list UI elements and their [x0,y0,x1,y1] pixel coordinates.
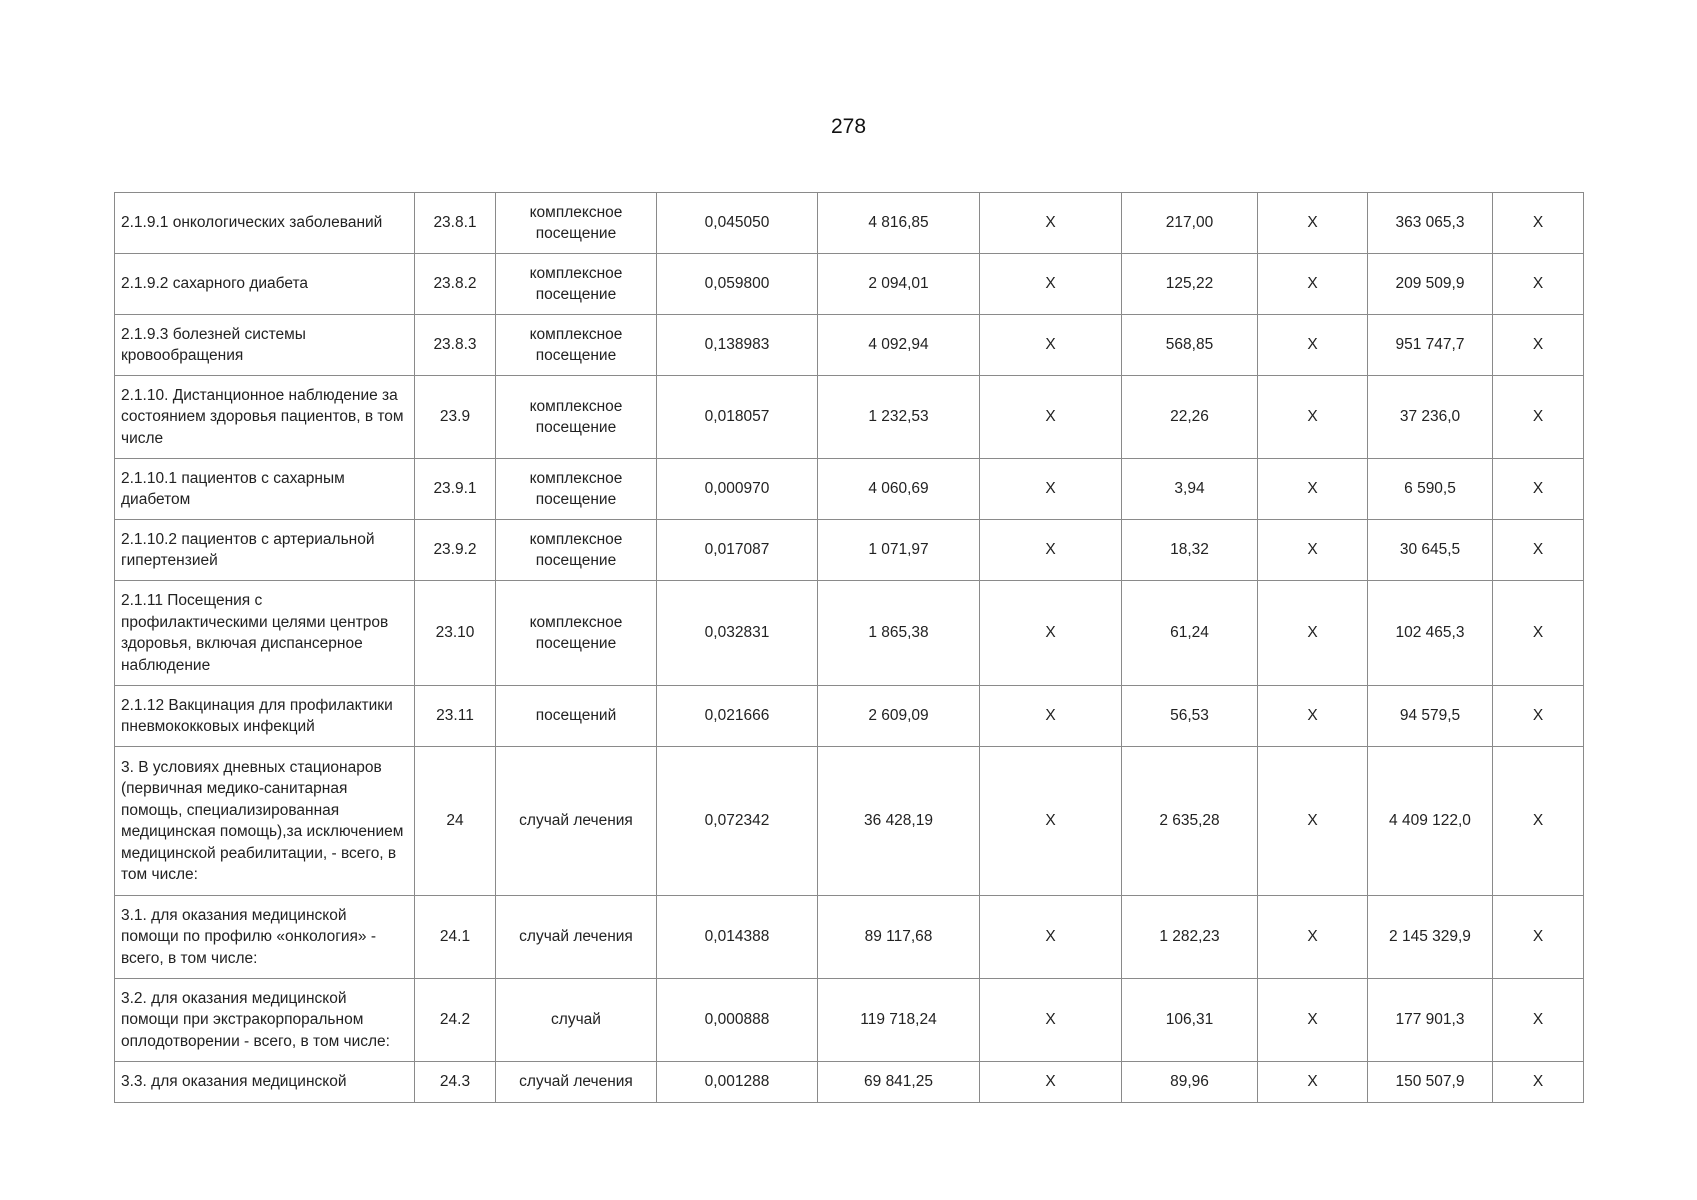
row-cost-cell: 1 071,97 [818,520,980,581]
row-volume-cell: 0,138983 [657,315,818,376]
row-unit-cell: случай лечения [496,747,657,896]
row-col9-cell: 102 465,3 [1368,581,1493,686]
row-col8-cell: Х [1258,581,1368,686]
row-col8-cell: Х [1258,520,1368,581]
row-name-cell: 2.1.9.2 сахарного диабета [115,254,415,315]
row-name-cell: 2.1.9.1 онкологических заболеваний [115,193,415,254]
row-volume-cell: 0,072342 [657,747,818,896]
row-code-cell: 23.9.1 [415,459,496,520]
row-volume-cell: 0,059800 [657,254,818,315]
page-number: 278 [830,115,867,138]
table-row [115,896,1584,979]
row-col10-cell: Х [1493,459,1584,520]
row-col6-cell: Х [980,315,1122,376]
row-code-cell: 23.9 [415,376,496,459]
row-col10-cell: Х [1493,686,1584,747]
row-name-cell: 2.1.9.3 болезней системы кровообращения [115,315,415,376]
row-col6-cell: Х [980,747,1122,896]
table-row [115,747,1584,896]
row-col7-cell: 89,96 [1122,1062,1258,1103]
table-row [115,315,1584,376]
row-col9-cell: 951 747,7 [1368,315,1493,376]
row-name-cell: 2.1.11 Посещения с профилактическими целями центров здоровья, включая диспансерное наблюдение [115,581,415,686]
row-col9-cell: 177 901,3 [1368,979,1493,1062]
row-col6-cell: Х [980,459,1122,520]
table-row [115,581,1584,686]
row-col10-cell: Х [1493,1062,1584,1103]
row-unit-cell: комплексное посещение [496,315,657,376]
row-col6-cell: Х [980,896,1122,979]
row-cost-cell: 1 865,38 [818,581,980,686]
row-code-cell: 23.8.2 [415,254,496,315]
table-row [115,1062,1584,1103]
row-cost-cell: 89 117,68 [818,896,980,979]
row-name-cell: 2.1.10.1 пациентов с сахарным диабетом [115,459,415,520]
row-col10-cell: Х [1493,979,1584,1062]
row-unit-cell: комплексное посещение [496,254,657,315]
table-row [115,520,1584,581]
row-cost-cell: 2 094,01 [818,254,980,315]
row-name-cell: 3.2. для оказания медицинской помощи при экстракорпоральном оплодотворении - всего, в том числе: [115,979,415,1062]
row-code-cell: 23.8.1 [415,193,496,254]
row-cost-cell: 36 428,19 [818,747,980,896]
row-code-cell: 24.2 [415,979,496,1062]
table-row [115,376,1584,459]
row-col9-cell: 2 145 329,9 [1368,896,1493,979]
row-col8-cell: Х [1258,896,1368,979]
row-cost-cell: 4 092,94 [818,315,980,376]
row-col10-cell: Х [1493,193,1584,254]
row-col7-cell: 1 282,23 [1122,896,1258,979]
row-code-cell: 23.8.3 [415,315,496,376]
row-col7-cell: 22,26 [1122,376,1258,459]
row-volume-cell: 0,001288 [657,1062,818,1103]
row-col8-cell: Х [1258,315,1368,376]
row-col10-cell: Х [1493,254,1584,315]
row-col9-cell: 6 590,5 [1368,459,1493,520]
table-row [115,686,1584,747]
row-col10-cell: Х [1493,747,1584,896]
row-col10-cell: Х [1493,315,1584,376]
row-unit-cell: случай лечения [496,1062,657,1103]
row-cost-cell: 4 816,85 [818,193,980,254]
row-col10-cell: Х [1493,520,1584,581]
row-col7-cell: 3,94 [1122,459,1258,520]
row-name-cell: 2.1.10. Дистанционное наблюдение за состоянием здоровья пациентов, в том числе [115,376,415,459]
table-row [115,254,1584,315]
row-unit-cell: комплексное посещение [496,193,657,254]
row-unit-cell: комплексное посещение [496,520,657,581]
row-col7-cell: 56,53 [1122,686,1258,747]
row-cost-cell: 4 060,69 [818,459,980,520]
row-col6-cell: Х [980,520,1122,581]
row-code-cell: 23.9.2 [415,520,496,581]
row-col7-cell: 568,85 [1122,315,1258,376]
row-col8-cell: Х [1258,376,1368,459]
row-volume-cell: 0,017087 [657,520,818,581]
row-col8-cell: Х [1258,254,1368,315]
row-code-cell: 23.10 [415,581,496,686]
row-volume-cell: 0,000888 [657,979,818,1062]
row-unit-cell: комплексное посещение [496,376,657,459]
row-code-cell: 24.3 [415,1062,496,1103]
row-col9-cell: 363 065,3 [1368,193,1493,254]
row-name-cell: 2.1.10.2 пациентов с артериальной гипертензией [115,520,415,581]
row-unit-cell: случай лечения [496,896,657,979]
row-col9-cell: 4 409 122,0 [1368,747,1493,896]
row-col7-cell: 2 635,28 [1122,747,1258,896]
row-col7-cell: 217,00 [1122,193,1258,254]
row-col9-cell: 150 507,9 [1368,1062,1493,1103]
row-col7-cell: 61,24 [1122,581,1258,686]
row-col6-cell: Х [980,193,1122,254]
row-unit-cell: комплексное посещение [496,459,657,520]
row-col10-cell: Х [1493,896,1584,979]
table-row [115,459,1584,520]
row-volume-cell: 0,000970 [657,459,818,520]
row-cost-cell: 69 841,25 [818,1062,980,1103]
row-code-cell: 24 [415,747,496,896]
row-name-cell: 2.1.12 Вакцинация для профилактики пневмококковых инфекций [115,686,415,747]
row-col7-cell: 125,22 [1122,254,1258,315]
row-col9-cell: 37 236,0 [1368,376,1493,459]
row-code-cell: 23.11 [415,686,496,747]
row-volume-cell: 0,032831 [657,581,818,686]
row-col8-cell: Х [1258,1062,1368,1103]
row-volume-cell: 0,014388 [657,896,818,979]
row-name-cell: 3.3. для оказания медицинской [115,1062,415,1103]
row-volume-cell: 0,045050 [657,193,818,254]
row-col7-cell: 18,32 [1122,520,1258,581]
row-code-cell: 24.1 [415,896,496,979]
table-row [115,979,1584,1062]
row-col6-cell: Х [980,376,1122,459]
row-col9-cell: 30 645,5 [1368,520,1493,581]
row-col10-cell: Х [1493,581,1584,686]
row-col8-cell: Х [1258,686,1368,747]
row-col6-cell: Х [980,979,1122,1062]
row-cost-cell: 119 718,24 [818,979,980,1062]
row-col6-cell: Х [980,581,1122,686]
row-col6-cell: Х [980,254,1122,315]
row-unit-cell: посещений [496,686,657,747]
row-volume-cell: 0,018057 [657,376,818,459]
row-col8-cell: Х [1258,193,1368,254]
row-volume-cell: 0,021666 [657,686,818,747]
row-col10-cell: Х [1493,376,1584,459]
row-name-cell: 3. В условиях дневных стационаров (первичная медико-санитарная помощь, специализированная медицинская помощь),за исключением медицинской реабилитации, - всего, в том числе: [115,747,415,896]
row-col6-cell: Х [980,1062,1122,1103]
row-col8-cell: Х [1258,747,1368,896]
row-unit-cell: комплексное посещение [496,581,657,686]
row-col9-cell: 94 579,5 [1368,686,1493,747]
table-row [115,193,1584,254]
row-col7-cell: 106,31 [1122,979,1258,1062]
row-col8-cell: Х [1258,459,1368,520]
row-name-cell: 3.1. для оказания медицинской помощи по профилю «онкология» - всего, в том числе: [115,896,415,979]
row-col9-cell: 209 509,9 [1368,254,1493,315]
row-col8-cell: Х [1258,979,1368,1062]
row-unit-cell: случай [496,979,657,1062]
row-col6-cell: Х [980,686,1122,747]
row-cost-cell: 2 609,09 [818,686,980,747]
row-cost-cell: 1 232,53 [818,376,980,459]
data-table [114,192,1584,1103]
